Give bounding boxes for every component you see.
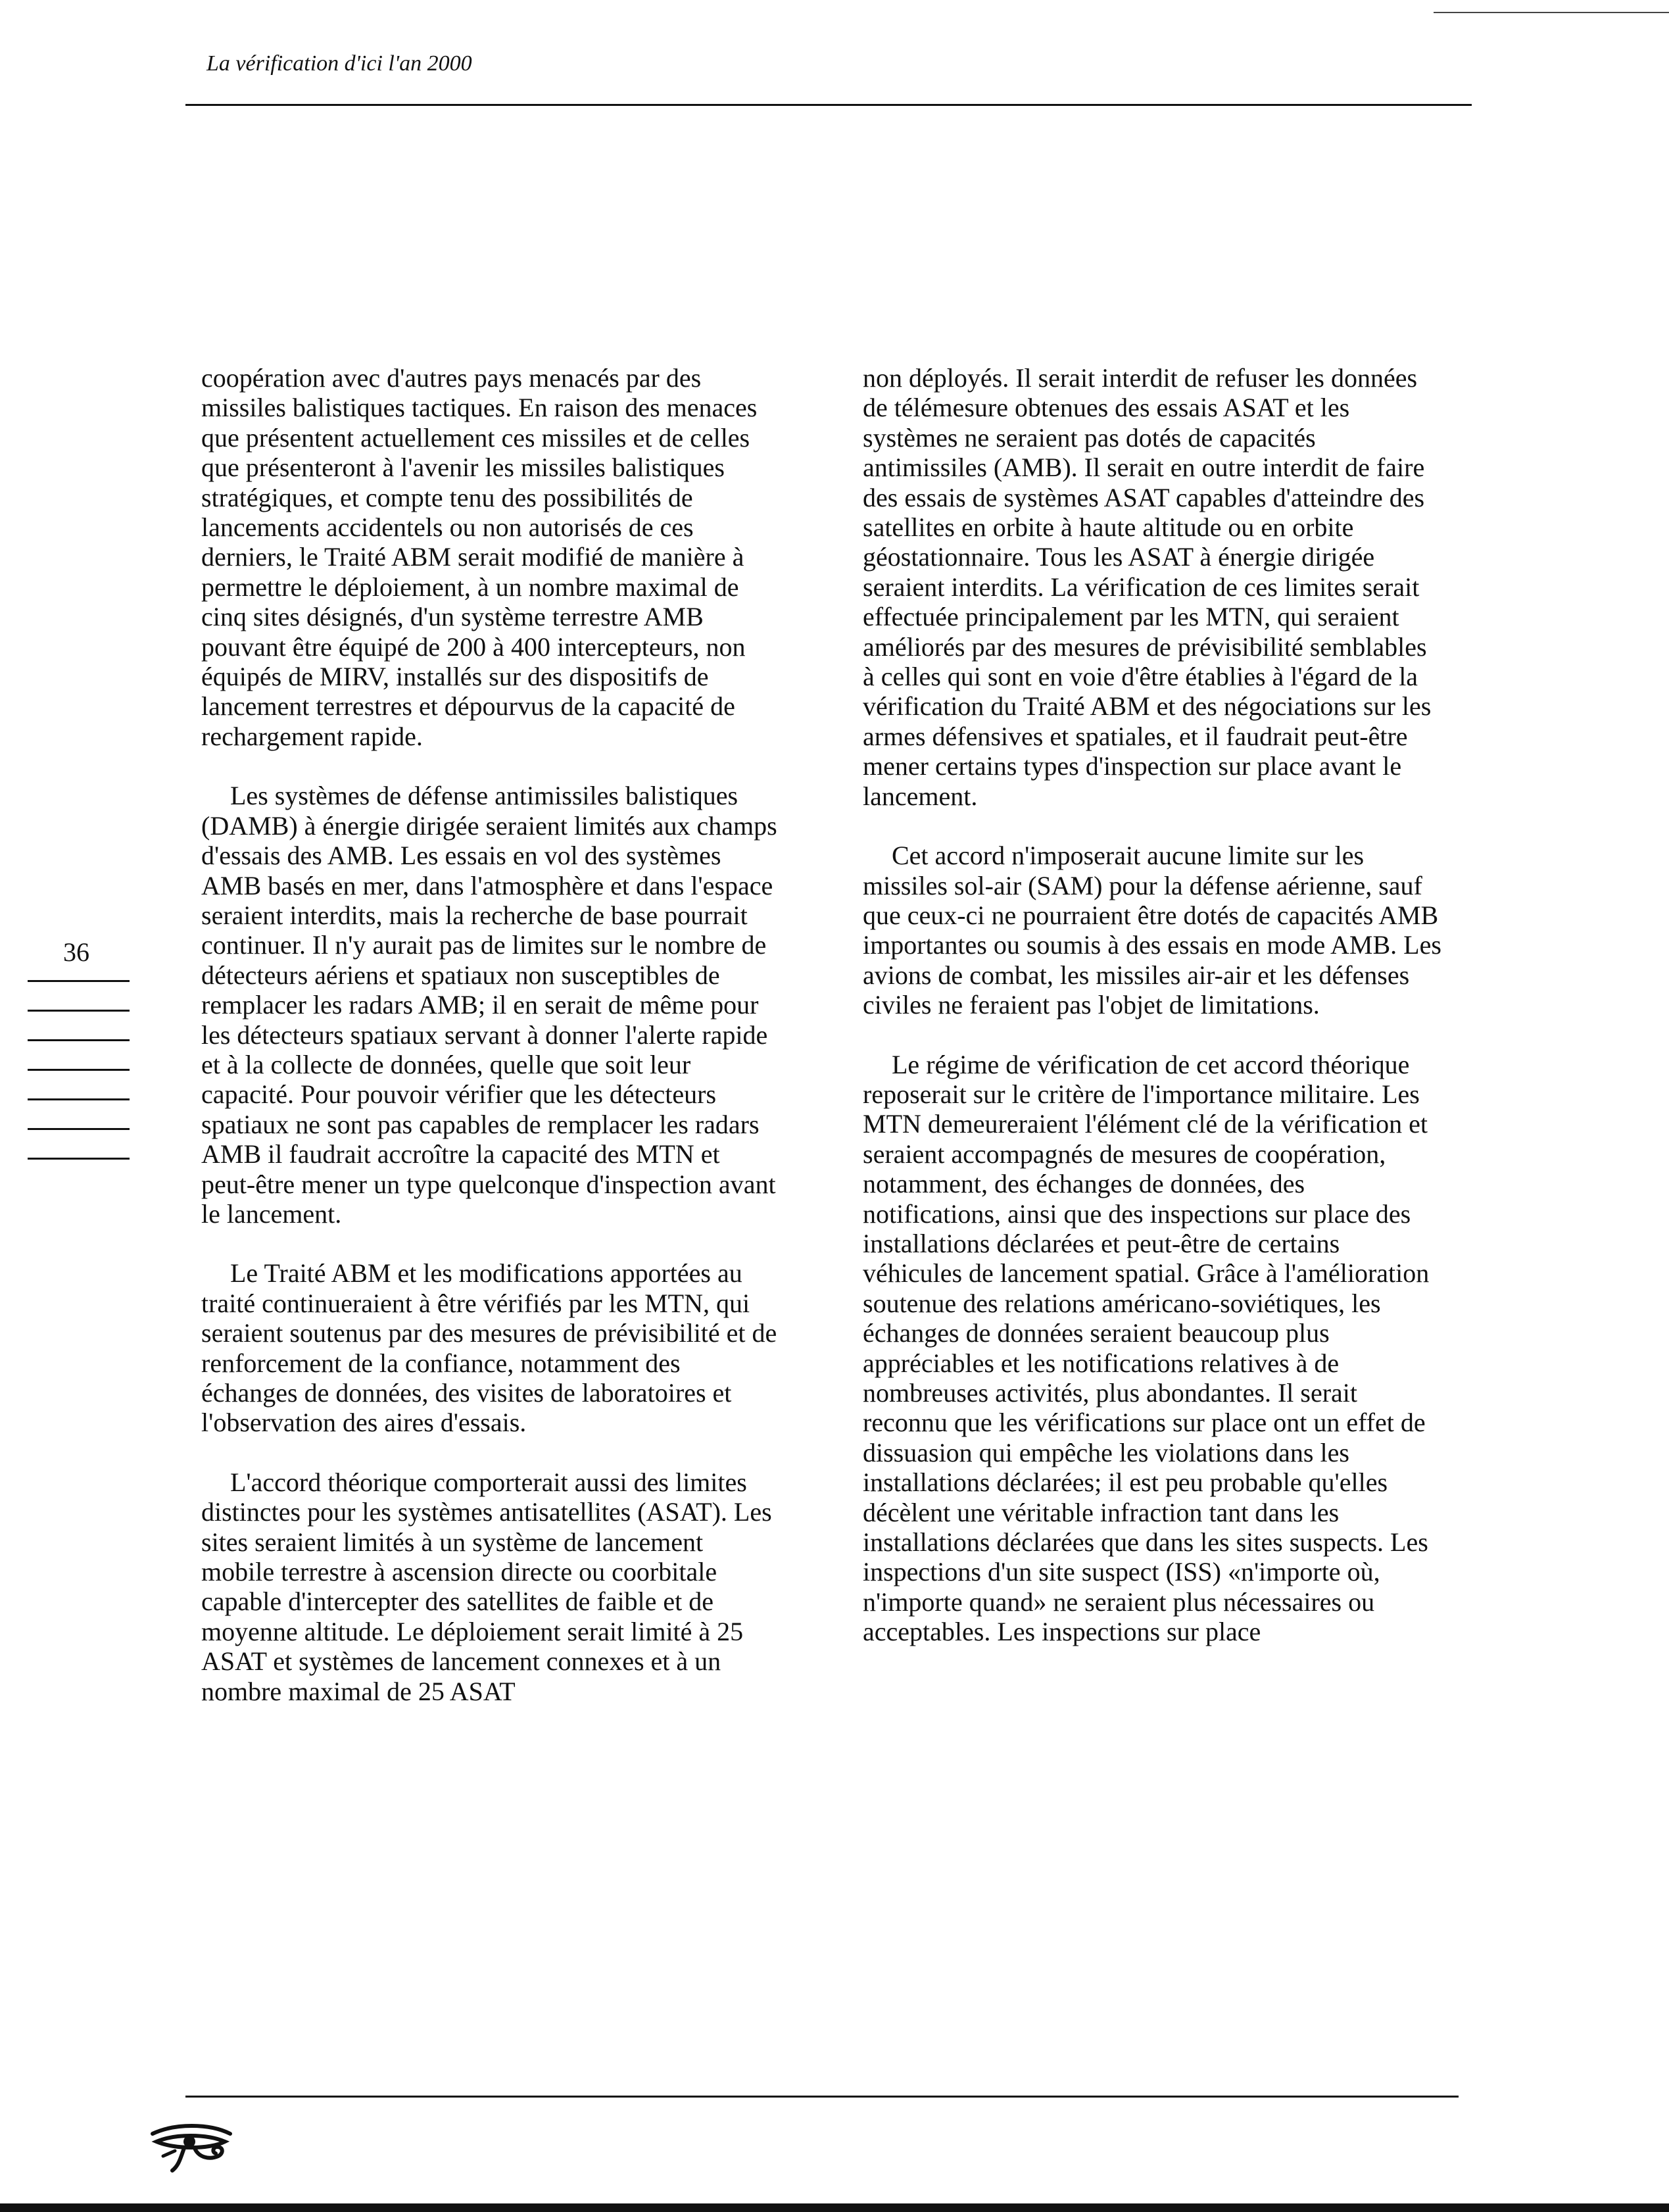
footer-rule xyxy=(185,2096,1459,2098)
bottom-edge-band xyxy=(0,2203,1669,2212)
margin-rule xyxy=(28,1098,130,1100)
top-edge-rule xyxy=(1434,12,1669,13)
paragraph: L'accord théorique comporterait aussi des limites distinctes pour les systèmes antisatellites (ASAT). Les sites seraient limités à un système de lancement mobile terrestre à ascension directe ou coorbitale capable d'intercepter des satellites de faible et de moyenne altitude. Le déploiement serait limité à 25 ASAT et systèmes de lancement connexes et à un nombre maximal de 25 ASAT xyxy=(201,1467,772,1706)
paragraph: Le Traité ABM et les modifications apportées au traité continueraient à être vérifiés par les MTN, qui seraient soutenus par des mesures de prévisibilité et de renforcement de la confiance, notamment des échanges de données, des visites de laboratoires et l'observation des aires d'essais. xyxy=(201,1258,777,1438)
paragraph: non déployés. Il serait interdit de refuser les données de télémesure obtenues des essais ASAT et les systèmes ne seraient pas dotés de capacités antimissiles (AMB). Il serait en outre interdit de faire des essais de systèmes ASAT capables d'atteindre des satellites en orbite à haute altitude ou en orbite géostationnaire. Tous les ASAT à énergie dirigée seraient interdits. La vérification de ces limites serait effectuée principalement par les MTN, qui seraient améliorés par des mesures de prévisibilité semblables à celles qui sont en voie d'être établies à l'égard de la vérification du Traité ABM et des négociations sur les armes défensives et spatiales, et il faudrait peut-être mener certains types d'inspection sur place avant le lancement. xyxy=(863,363,1432,811)
left-column xyxy=(201,363,780,1736)
paragraph: Les systèmes de défense antimissiles balistiques (DAMB) à énergie dirigée seraient limités aux champs d'essais des AMB. Les essais en vol des systèmes AMB basés en mer, dans l'atmosphère et dans l'espace seraient interdits, mais la recherche de base pourrait continuer. Il n'y aurait pas de limites sur le nombre de détecteurs aériens et spatiaux non susceptibles de remplacer les radars AMB; il en serait de même pour les détecteurs spatiaux servant à donner l'alerte rapide et à la collecte de données, quelle que soit leur capacité. Pour pouvoir vérifier que les détecteurs spatiaux ne sont pas capables de remplacer les radars AMB il faudrait accroître la capacité des MTN et peut-être mener un type quelconque d'inspection avant le lancement. xyxy=(201,781,777,1229)
running-header: La vérification d'ici l'an 2000 xyxy=(206,51,472,76)
margin-rule xyxy=(28,1039,130,1041)
margin-rules xyxy=(28,980,130,1187)
margin-rule xyxy=(28,1158,130,1160)
paragraph: coopération avec d'autres pays menacés par des missiles balistiques tactiques. En raison des menaces que présentent actuellement ces missiles et de celles que présenteront à l'avenir les missiles balistiques stratégiques, et compte tenu des possibilités de lancements accidentels ou non autorisés de ces derniers, le Traité ABM serait modifié de manière à permettre le déploiement, à un nombre maximal de cinq sites désignés, d'un système terrestre AMB pouvant être équipé de 200 à 400 intercepteurs, non équipés de MIRV, installés sur des dispositifs de lancement terrestres et dépourvus de la capacité de rechargement rapide. xyxy=(201,363,758,751)
page-number: 36 xyxy=(63,937,89,967)
margin-rule xyxy=(28,980,130,982)
margin-rule xyxy=(28,1128,130,1130)
margin-rule xyxy=(28,1010,130,1012)
header-rule xyxy=(185,104,1472,106)
eye-of-horus-icon xyxy=(149,2122,235,2173)
margin-rule xyxy=(28,1069,130,1071)
right-column xyxy=(863,363,1441,1677)
paragraph: Cet accord n'imposerait aucune limite sur les missiles sol-air (SAM) pour la défense aérienne, sauf que ceux-ci ne pourraient être dotés de capacités AMB importantes ou soumis à des essais en mode AMB. Les avions de combat, les missiles air-air et les défenses civiles ne feraient pas l'objet de limitations. xyxy=(863,841,1441,1020)
paragraph: Le régime de vérification de cet accord théorique reposerait sur le critère de l'importance militaire. Les MTN demeureraient l'élément clé de la vérification et seraient accompagnés de mesures de coopération, notamment, des échanges de données, des notifications, ainsi que des inspections sur place des installations déclarées et peut-être de certains véhicules de lancement spatial. Grâce à l'amélioration soutenue des relations américano-soviétiques, les échanges de données seraient beaucoup plus appréciables et les notifications relatives à de nombreuses activités, plus abondantes. Il serait reconnu que les vérifications sur place ont un effet de dissuasion qui empêche les violations dans les installations déclarées; il est peu probable qu'elles décèlent une véritable infraction tant dans les installations déclarées que dans les sites suspects. Les inspections d'un site suspect (ISS) «n'importe où, n'importe quand» ne seraient plus nécessaires ou acceptables. Les inspections sur place xyxy=(863,1049,1430,1647)
